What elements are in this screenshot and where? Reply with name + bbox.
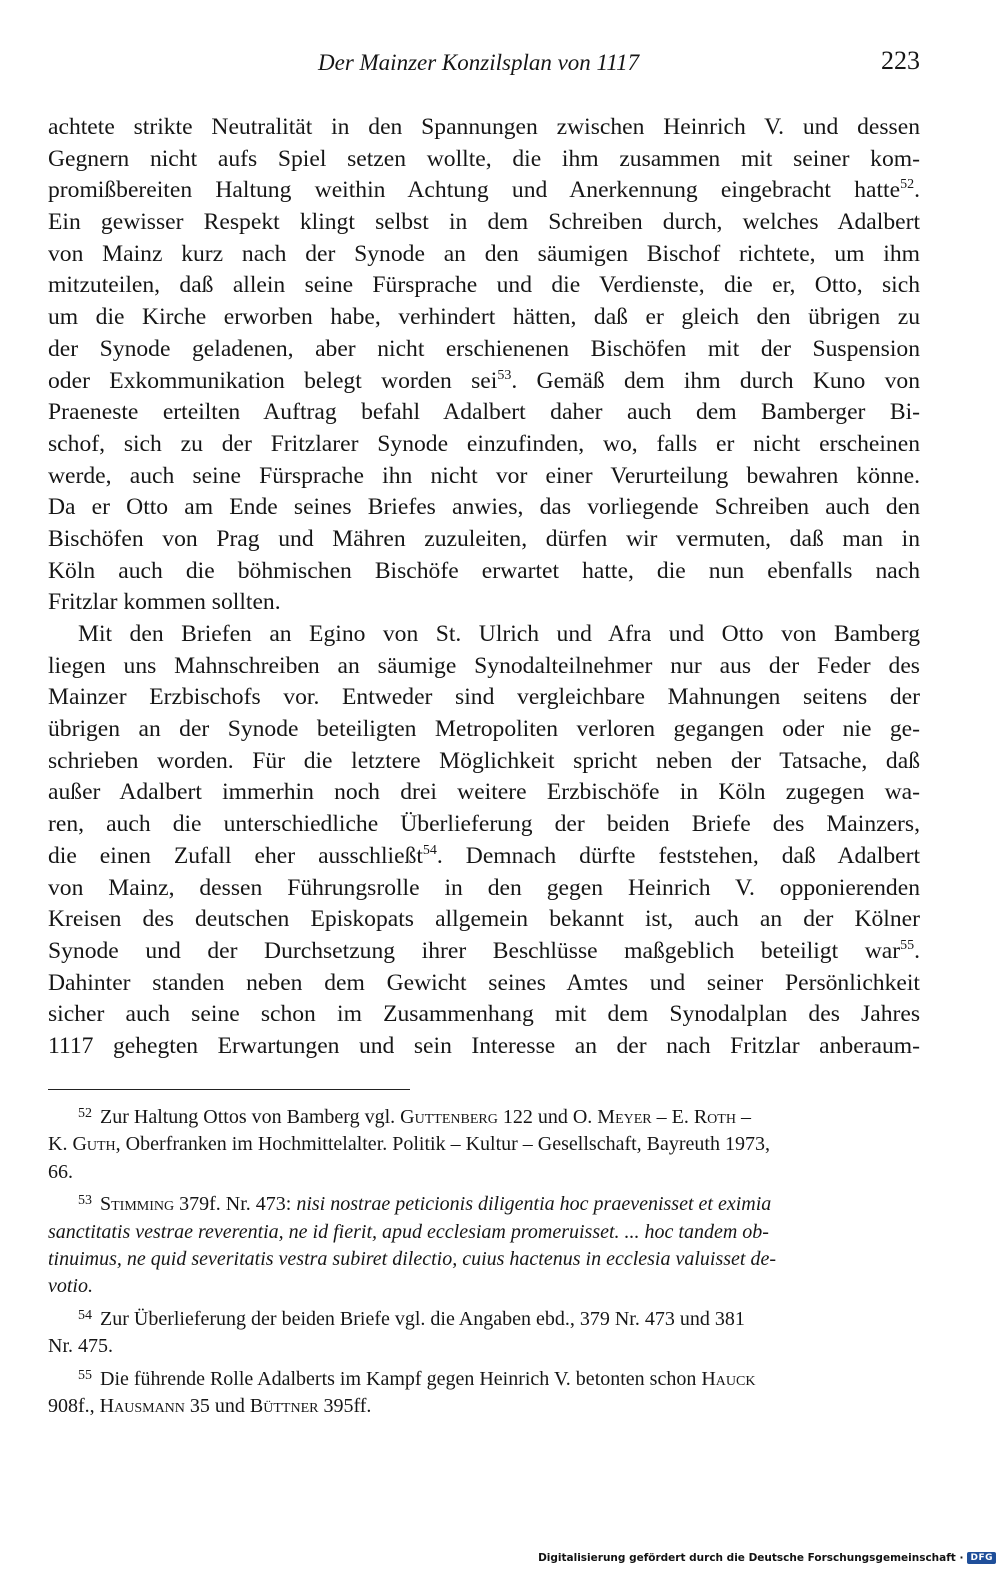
paragraph-1 [48, 112, 920, 619]
text-line: schof, sich zu der Fritzlarer Synode einzufinden, wo, falls er nicht erscheinen [48, 430, 920, 457]
page-number: 223 [881, 46, 920, 75]
footnote-number: 53 [78, 1193, 92, 1209]
footnote-ref-55[interactable]: 55 [900, 937, 915, 953]
text-line: werde, auch seine Fürsprache ihn nicht vor einer Verurteilung bewahren könne. [48, 462, 920, 489]
text-line: schrieben worden. Für die letztere Möglichkeit spricht neben der Tatsache, daß [48, 747, 920, 774]
digitization-credit [538, 1550, 996, 1566]
paragraph-2 [48, 619, 920, 1063]
footnote-53: $^{53}$ Stimming 379f. Nr. 473: nisi nostrae peticionis diligentia hoc praevenisset et eximia sanctitatis vestrae reverentia, ne id fierit, apud ecclesiam promeruisset. ... hoc tandem ob- tinuimus, ne quid severitatis vestra subiret dilectio, cuius hactenus in ecclesia valuisset de- votio. [48, 1193, 777, 1298]
footnote-number: 52 [78, 1106, 92, 1121]
text-line: liegen uns Mahnschreiben an säumige Synodalteilnehmer nur aus der Feder des [48, 652, 920, 679]
text-line: Kreisen des deutschen Episkopats allgemein bekannt ist, auch an der Kölner [48, 906, 920, 933]
text-line: oder Exkommunikation belegt worden sei$^{53}$. Gemäß dem ihm durch Kuno von [48, 367, 920, 394]
dfg-logo: DFG [967, 1552, 996, 1564]
text-line: übrigen an der Synode beteiligten Metropoliten verloren gegangen oder nie ge- [48, 716, 920, 743]
text-line: Fritzlar kommen sollten. [48, 589, 281, 616]
credit-text: Digitalisierung gefördert durch die Deutsche Forschungsgemeinschaft · [538, 1552, 964, 1564]
text-line: von Mainz kurz nach der Synode an den säumigen Bischof richtete, um ihm [48, 240, 920, 267]
text-line: Bischöfen von Prag und Mähren zuzuleiten, dürfen wir vermuten, daß man in [48, 525, 920, 552]
text-line: ren, auch die unterschiedliche Überlieferung der beiden Briefe des Mainzers, [48, 811, 920, 838]
text-line: die einen Zufall eher ausschließt$^{54}$. Demnach dürfte feststehen, daß Adalbert [48, 842, 921, 869]
footnote-52: $^{52}$ Zur Haltung Ottos von Bamberg vgl. Guttenberg 122 und O. Meyer – E. Roth – K. Guth, Oberfranken im Hochmittelalter. Politik – Kultur – Gesellschaft, Bayreuth 1973, 66. [48, 1106, 770, 1183]
text-line: Da er Otto am Ende seines Briefes anwies, das vorliegende Schreiben auch den [48, 494, 920, 521]
text-line: von Mainz, dessen Führungsrolle in den gegen Heinrich V. opponierenden [48, 874, 920, 901]
text-line: Dahinter standen neben dem Gewicht seines Amtes und seiner Persönlichkeit [48, 969, 920, 996]
footnotes [48, 1104, 920, 1425]
text-line: 1117 gehegten Erwartungen und sein Interesse an der nach Fritzlar anberaum- [48, 1032, 920, 1059]
text-line: Mit den Briefen an Egino von St. Ulrich und Afra und Otto von Bamberg [78, 621, 920, 647]
text-line: Mainzer Erzbischofs vor. Entweder sind vergleichbare Mahnungen seitens der [48, 684, 920, 711]
text-line: sicher auch seine schon im Zusammenhang mit dem Synodalplan des Jahres [48, 1001, 920, 1028]
text-line: Ein gewisser Respekt klingt selbst in dem Schreiben durch, welches Adalbert [48, 209, 920, 236]
text-line: Köln auch die böhmischen Bischöfe erwartet hatte, die nun ebenfalls nach [48, 557, 920, 584]
footnote-ref-54[interactable]: 54 [422, 842, 437, 858]
main-text [48, 112, 920, 1063]
page-header [48, 46, 920, 84]
running-title: Der Mainzer Konzilsplan von 1117 [318, 50, 640, 75]
text-line: achtete strikte Neutralität in den Spannungen zwischen Heinrich V. und dessen [48, 114, 920, 140]
footnote-ref-52[interactable]: 52 [900, 177, 915, 193]
footnote-54: $^{54}$ Zur Überlieferung der beiden Briefe vgl. die Angaben ebd., 379 Nr. 473 und 381 Nr. 475. [48, 1307, 745, 1358]
footnote-number: 55 [78, 1367, 92, 1383]
text-line: um die Kirche erworben habe, verhindert hätten, daß er gleich den übrigen zu [48, 304, 920, 331]
text-line: der Synode geladenen, aber nicht erschienenen Bischöfen mit der Suspension [48, 335, 920, 362]
text-line: Synode und der Durchsetzung ihrer Beschlüsse maßgeblich beteiligt war$^{55}$. [48, 937, 920, 964]
text-line: außer Adalbert immerhin noch drei weitere Erzbischöfe in Köln zugegen wa- [48, 779, 920, 806]
footnote-separator [48, 1089, 410, 1090]
text-line: Praeneste erteilten Auftrag befahl Adalbert daher auch dem Bamberger Bi- [48, 399, 920, 426]
footnote-55: $^{55}$ Die führende Rolle Adalberts im Kampf gegen Heinrich V. betonten schon Hauck 908f., Hausmann 35 und Büttner 395ff. [48, 1367, 756, 1418]
footnote-ref-53[interactable]: 53 [497, 367, 512, 383]
text-line: promißbereiten Haltung weithin Achtung und Anerkennung eingebracht hatte$^{52}$. [48, 177, 920, 204]
footnote-number: 54 [78, 1307, 92, 1323]
text-line: Gegnern nicht aufs Spiel setzen wollte, die ihm zusammen mit seiner kom- [48, 145, 920, 172]
text-line: mitzuteilen, daß allein seine Fürsprache und die Verdienste, die er, Otto, sich [48, 272, 920, 299]
